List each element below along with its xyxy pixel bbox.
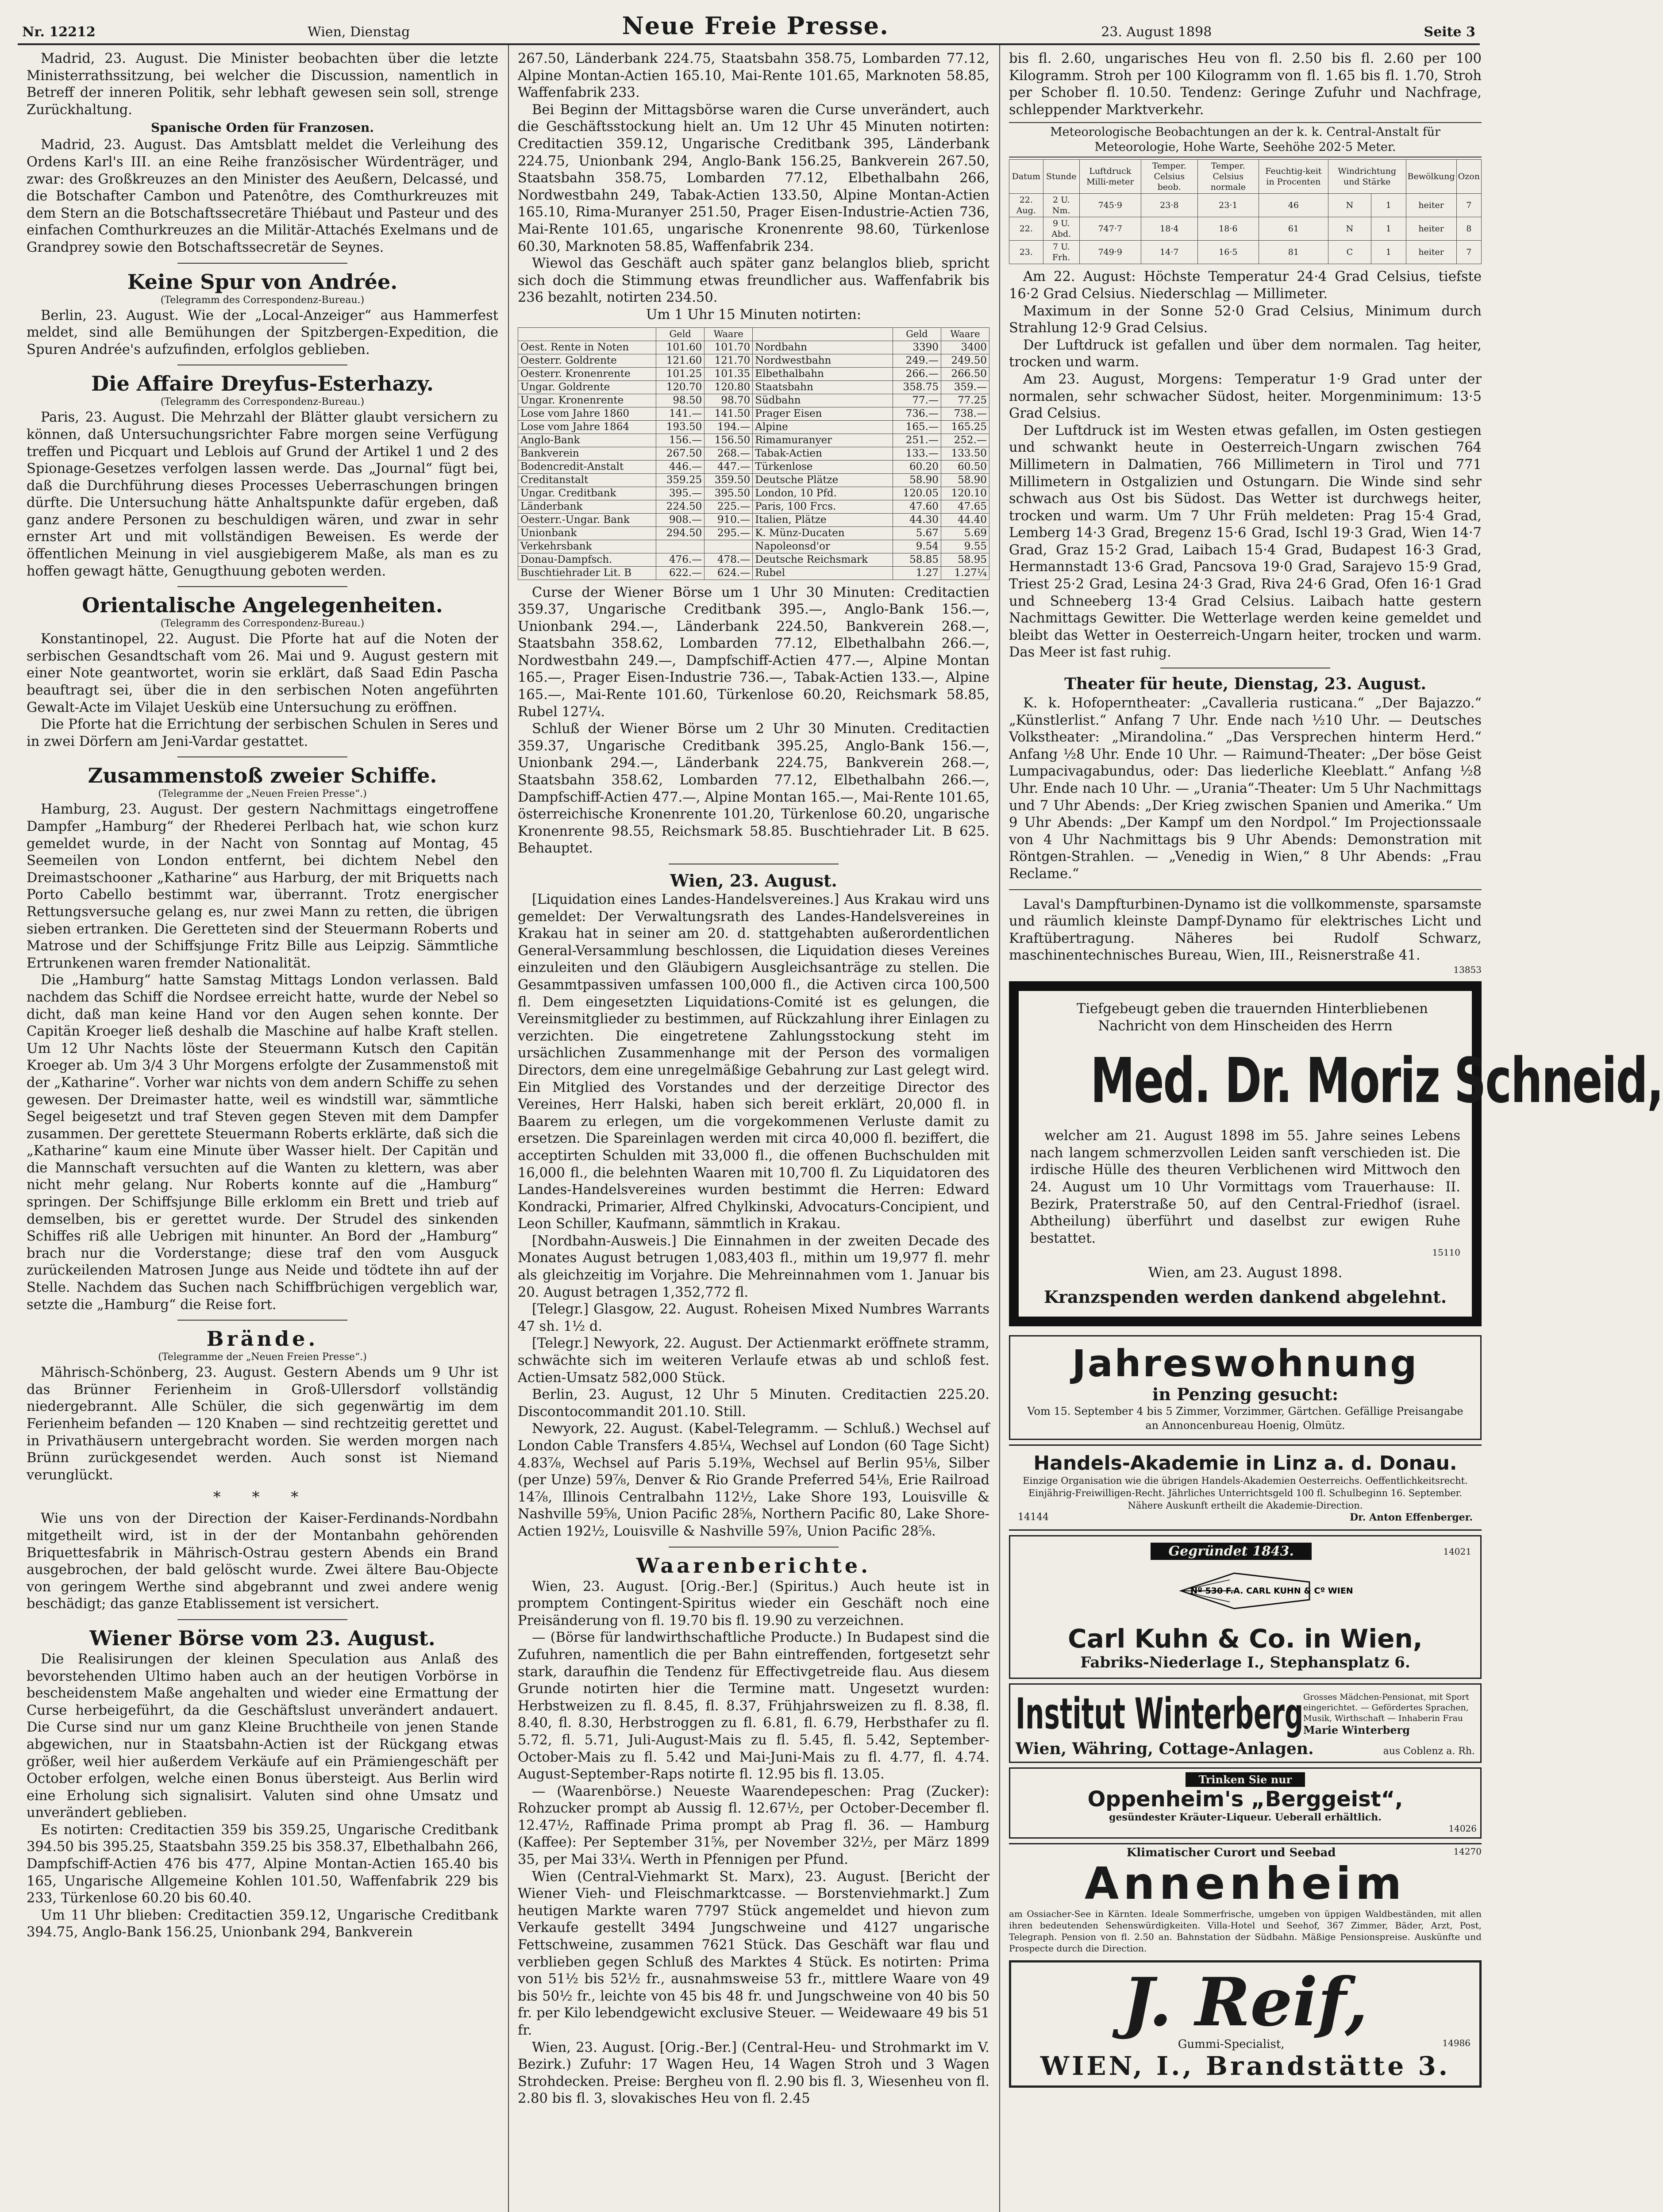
meteo-header-cell: Windrichtung und Stärke [1328, 160, 1406, 194]
rates-cell: 120.10 [941, 487, 989, 500]
article-orient-1: Konstantinopel, 22. August. Die Pforte hat auf die Noten der serbischen Gesandtschaft vom 26. Mai und 9. August gestern mit einer Note geantwortet, worin sie erklärt, daß Saad Edin Pascha beauftragt sei, über die in den serbischen Noten angeführten Gewalt-Acte im Vilajet Uesküb eine Untersuchung zu eröffnen. [27, 631, 498, 715]
rates-cell: 908.— [656, 513, 704, 526]
meteo-header-cell: Stunde [1043, 160, 1079, 194]
rates-cell: 3400 [941, 341, 989, 354]
telegram-note: (Telegramm des Correspondenz-Bureau.) [160, 618, 365, 630]
ad-reif-number: 14986 [1442, 2038, 1471, 2049]
obit-number: 15110 [1432, 1247, 1460, 1258]
meteo-table [1009, 159, 1482, 264]
rates-header-cell: Geld [656, 327, 704, 341]
divider [177, 1320, 347, 1321]
issue-number: Nr. 12212 [22, 24, 96, 40]
rates-cell: 101.25 [656, 367, 704, 380]
rates-row [518, 380, 989, 394]
article-braende: Mährisch-Schönberg, 23. August. Gestern Abends um 9 Uhr ist das Brünner Ferienheim in Groß-Ullersdorf vollständig niedergebrannt. Alle Schüler, die sich gegenwärtig im dem Ferienheim befanden — 120 Knaben — sind rechtzeitig gerettet und in Privathäusern untergebracht worden. Sie werden morgen nach Brünn zurückgesendet werden. Auch sonst ist Niemand verunglückt. [27, 1365, 498, 1483]
rates-cell: Länderbank [518, 500, 656, 513]
ad-reif-sub: Gummi-Specialist, [1178, 2038, 1285, 2051]
rates-cell: Ungar. Creditbank [518, 487, 656, 500]
page-header [18, 8, 1480, 45]
rates-row [518, 394, 989, 407]
article-ships-2: Die „Hamburg“ hatte Samstag Mittags London verlassen. Bald nachdem das Schiff die Nordsee erreicht hatte, wurde der Nebel so dicht, daß man keine Hand vor den Augen sehen konnte. Der Capitän Kroeger ließ deshalb die Maschine auf halbe Kraft stellen. Um 12 Uhr Nachts löste der Steuermann Kutsch den Capitän Kroeger ab. Um 3/4 3 Uhr Morgens erfolgte der Zusammenstoß mit der „Katharine“. Vorher war nichts von dem andern Schiffe zu sehen gewesen. Der Dreimaster hatte, weil es windstill war, sämmtliche Segel beigesetzt und traf Steven gegen Steven mit dem Dampfer zusammen. Der gerettete Steuermann Roberts erklärte, daß sich die „Katharine“ kaum eine Minute über Wasser hielt. Der Capitän und die Mannschaft versuchten auf die Wanten zu klettern, was aber nicht mehr gelang. Nur Roberts konnte auf die „Hamburg“ springen. Der Schiffsjunge Bille erklomm ein Brett und trieb auf demselben, bis er gerettet wurde. Der Strudel des sinkenden Schiffes riß alle Uebrigen mit hinunter. An Bord der „Hamburg“ brach nur die Vorderstange; diese traf den vom Ausguck zurückeilenden Matrosen Junge aus Neide und tödtete ihn auf der Stelle. Nachdem das Suchen nach Schiffbrüchigen vergeblich war, setzte die „Hamburg“ die Reise fort. [27, 972, 498, 1313]
rates-header-cell [753, 327, 893, 341]
article-schluss: Schluß der Wiener Börse um 2 Uhr 30 Minuten. Creditactien 359.37, Ungarische Creditbank 395.25, Anglo-Bank 156.—, Unionbank 294.—, Länderbank 224.75, Bankverein 268.—, Staatsbahn 358.62, Lombarden 77.12, Elbethalbahn 266.—, Dampfschiff-Actien 477.—, Alpine Montan 165.—, Mai-Rente 101.65, österreichische Kronenrente 101.20, Türkenlose 60.20, ungarische Kronenrente 98.55, Reichsmark 58.85. Buschtiehrader Lit. B 625. Behauptet. [518, 721, 989, 856]
article-kurse-130: Curse der Wiener Börse um 1 Uhr 30 Minuten: Creditactien 359.37, Ungarische Creditbank 395.—, Anglo-Bank 156.—, Unionbank 294.—, Länderbank 224.50, Bankverein 268.—, Staatsbahn 358.62, Lombarden 77.12, Elbethalbahn 266.—, Nordwestbahn 249.—, Dampfschiff-Actien 477.—, Alpine Montan 165.—, Prager Eisen-Industrie 736.—, Tabak-Actien 133.—, Alpine 165.—, Mai-Rente 101.60, Türkenlose 60.20, Reichsmark 58.85, Rubel 127¼. [518, 584, 989, 720]
heading-theater: Theater für heute, Dienstag, 23. August. [1064, 675, 1426, 694]
article-newyork: [Telegr.] Newyork, 22. August. Der Actienmarkt eröffnete stramm, schwächte sich im weiteren Verlaufe etwas ab und schloß fest. Actien-Umsatz 582,000 Stück. [518, 1336, 989, 1386]
heading-boerse: Wiener Börse vom 23. August. [89, 1626, 435, 1650]
meteo-cell: C [1328, 241, 1371, 264]
meteo-row [1009, 194, 1482, 217]
divider [177, 263, 347, 264]
rates-row [518, 487, 989, 500]
ad-winterberg [1009, 1683, 1482, 1763]
ad-anne-text: am Ossiacher-See in Kärnten. Ideale Sommerfrische, umgeben von üppigen Waldbeständen, mit allen ihren bedeutenden Sehenswürdigkeiten. Villa-Hotel und Seehof, 367 Zimmer, Bäder, Arzt, Post, Telegraph. Pension von fl. 2.50 an. Bahnstation der Südbahn. Mäßige Pensionspreise. Auskünfte und Prospecte durch die Direction. [1009, 1909, 1482, 1954]
rates-cell: 359.25 [656, 473, 704, 487]
rates-cell: 266.50 [941, 367, 989, 380]
ad-wint-from: aus Coblenz a. Rh. [1383, 1746, 1475, 1757]
meteo-header-cell: Temper. Celsius beob. [1141, 160, 1197, 194]
rates-cell: Creditanstalt [518, 473, 656, 487]
rates-cell: 910.— [704, 513, 753, 526]
rates-row [518, 354, 989, 367]
meteo-header-cell: Feuchtig-keit in Procenten [1259, 160, 1328, 194]
rates-cell [704, 540, 753, 553]
rates-row [518, 434, 989, 447]
telegram-note: (Telegramm des Correspondenz-Bureau.) [160, 396, 365, 408]
article-dreyfus: Paris, 23. August. Die Mehrzahl der Blätter glaubt versichern zu können, daß Untersuchungsrichter Fabre morgen seine Verfügung treffen und Picquart und Leblois auf Grund der Artikel 1 und 2 des Spionage-Gesetzes verfolgen lassen werde. Das „Journal“ fügt bei, daß die Durchführung dieses Processes Ueberraschungen bringen dürfte. Die Untersuchung hätte Anhaltspunkte dafür ergeben, daß ganz andere Personen zu beschuldigen wären, und zwar in sehr ernster Art und mit vollständigen Beweisen. Es werde der öffentlichen Meinung in viel ausgiebigerem Maße, als man es zu hoffen gewagt hätte, Genugthuung geboten werden. [27, 410, 498, 579]
rates-cell: 9.54 [893, 540, 941, 553]
rates-cell: Verkehrsbank [518, 540, 656, 553]
ad-handels-director: Dr. Anton Effenberger. [1350, 1512, 1473, 1524]
rates-caption: Um 1 Uhr 15 Minuten notirten: [646, 307, 862, 323]
rates-cell: 77.— [893, 394, 941, 407]
rates-cell: 249.— [893, 354, 941, 367]
article-madrid-2: Madrid, 23. August. Das Amtsblatt meldet die Verleihung des Ordens Karl's III. an eine Reihe französischer Würdenträger, und zwar: des Großkreuzes an den Minister des Aeußern, Delcassé, und die Botschafter Cambon und Patenôtre, des Comthurkreuzes mit dem Stern an die Botschaftssecretäre Thiébaut und Pasteur und des einfachen Comthurkreuzes an die Militär-Attachés Exelmans und de Grandprey sowie den Botschaftssecretär de Seynes. [27, 137, 498, 255]
rates-cell: 58.85 [893, 553, 941, 566]
meteo-row [1009, 217, 1482, 241]
ad-kuhn-name: Carl Kuhn & Co. in Wien, [1068, 1624, 1423, 1654]
rates-cell: 193.50 [656, 420, 704, 434]
rates-cell: 101.35 [704, 367, 753, 380]
ad-jahreswohnung [1009, 1335, 1482, 1440]
article-andree: Berlin, 23. August. Wie der „Local-Anzeiger“ aus Hammerfest meldet, sind alle Bemühungen der Spitzbergen-Expedition, die Spuren Andrée's aufzufinden, erfolglos geblieben. [27, 307, 498, 357]
heading-wien: Wien, 23. August. [670, 871, 837, 891]
meteo-cell: 1 [1371, 241, 1406, 264]
rates-cell: London, 10 Pfd. [753, 487, 893, 500]
ad-number: 13853 [1453, 964, 1482, 975]
article-glasgow: [Telegr.] Glasgow, 22. August. Roheisen Mixed Numbres Warrants 47 sh. 1½ d. [518, 1302, 989, 1334]
heading-waaren: Waarenberichte. [636, 1553, 871, 1578]
rates-cell: 395.50 [704, 487, 753, 500]
rates-cell: Bankverein [518, 447, 656, 460]
rates-cell: 101.60 [656, 341, 704, 354]
article-boerse-notes-2: Um 11 Uhr blieben: Creditactien 359.12, Ungarische Creditbank 394.75, Anglo-Bank 156.25, Unionbank 294, Bankverein [27, 1907, 498, 1940]
rates-row [518, 553, 989, 566]
weather-3: Der Luftdruck ist gefallen und über dem normalen. Tag heiter, trocken und warm. [1009, 337, 1482, 370]
rates-cell: Deutsche Reichsmark [753, 553, 893, 566]
column-2 [509, 45, 1000, 2212]
meteo-cell: 747·7 [1079, 217, 1141, 241]
page-number: Seite 3 [1424, 24, 1475, 40]
meteo-header-cell: Datum [1009, 160, 1043, 194]
rates-row [518, 513, 989, 526]
rates-cell: 120.80 [704, 380, 753, 394]
rates-header-cell: Waare [704, 327, 753, 341]
divider [1009, 889, 1482, 890]
rates-row [518, 500, 989, 513]
ad-kuhn-address: Fabriks-Niederlage I., Stephansplatz 6. [1080, 1654, 1410, 1672]
ad-opp-sub: gesündester Kräuter-Liqueur. Ueberall erhältlich. [1109, 1812, 1382, 1824]
pen-label: Nº 530 F.A. CARL KUHN & Cº WIEN [1190, 1586, 1353, 1596]
meteo-cell: 22. [1009, 217, 1043, 241]
rates-row [518, 566, 989, 580]
ad-wint-name: Institut Winterberg [1016, 1689, 1304, 1739]
rates-cell: 9.55 [941, 540, 989, 553]
rates-cell: 1.27¼ [941, 566, 989, 580]
rates-cell: Südbahn [753, 394, 893, 407]
rates-cell [656, 540, 704, 553]
obit-date: Wien, am 23. August 1898. [1148, 1264, 1343, 1281]
rates-cell: Unionbank [518, 526, 656, 540]
meteo-cell: 9 U. Abd. [1043, 217, 1079, 241]
rates-cell: 120.70 [656, 380, 704, 394]
rates-cell: 58.95 [941, 553, 989, 566]
ad-carl-kuhn [1009, 1535, 1482, 1679]
weather-4: Am 23. August, Morgens: Temperatur 1·9 Grad unter der normalen, sehr schwacher Südost, heiter. Morgenminimum: 13·5 Grad Celsius. [1009, 371, 1482, 422]
ad-jahres-sub: in Penzing gesucht: [1152, 1384, 1339, 1405]
heading-andree: Keine Spur von Andrée. [127, 269, 398, 294]
meteo-cell: 7 U. Frh. [1043, 241, 1079, 264]
rates-cell: Napoleonsd'or [753, 540, 893, 553]
meteo-cell: 18·4 [1141, 217, 1197, 241]
obit-foot: Kranzspenden werden dankend abgelehnt. [1043, 1287, 1447, 1307]
meteo-cell: 2 U. Nm. [1043, 194, 1079, 217]
rates-row [518, 367, 989, 380]
meteo-cell: 81 [1259, 241, 1328, 264]
meteo-header-cell: Ozon [1456, 160, 1481, 194]
article-ships-1: Hamburg, 23. August. Der gestern Nachmittags eingetroffene Dampfer „Hamburg“ der Rhederei Perlbach hat, wie schon kurz gemeldet wurde, in der Nacht von Sonntag auf Montag, 45 Seemeilen von London entfernt, bei dichtem Nebel den Dreimastschooner „Katharine“ aus Harburg, der mit Briquetts nach Porto Cabello bestimmt war, überrannt. Trotz energischer Rettungsversuche gelang es, nur zwei Mann zu retten, die übrigen sieben ertranken. Die Geretteten sind der Steuermann Roberts und Matrose und der Schiffsjunge Fritz Bille aus Leipzig. Sämmtliche Ertrunkenen waren fremder Nationalität. [27, 802, 498, 971]
weather-1: Am 22. August: Höchste Temperatur 24·4 Grad Celsius, tiefste 16·2 Grad Celsius. Niederschlag — Millimeter. [1009, 269, 1482, 302]
meteo-cell: 749·9 [1079, 241, 1141, 264]
meteo-cell: N [1328, 217, 1371, 241]
rates-cell: Staatsbahn [753, 380, 893, 394]
rates-cell: 58.90 [941, 473, 989, 487]
rates-cell: 622.— [656, 566, 704, 580]
rates-cell: Alpine [753, 420, 893, 434]
ad-kuhn-founded: Gegründet 1843. [1151, 1543, 1311, 1560]
rates-cell: 121.70 [704, 354, 753, 367]
obit-name: Med. Dr. Moriz Schneid, [1090, 1045, 1663, 1118]
heading-orient: Orientalische Angelegenheiten. [82, 593, 443, 618]
rates-cell: 5.67 [893, 526, 941, 540]
meteo-cell: heiter [1406, 217, 1456, 241]
ad-opp-top: Trinken Sie nur [1186, 1772, 1305, 1787]
ad-jahres-title: Jahreswohnung [1072, 1342, 1419, 1386]
rates-cell: 44.30 [893, 513, 941, 526]
rates-cell: Türkenlose [753, 460, 893, 473]
article-spiritus: Wien, 23. August. [Orig.-Ber.] (Spiritus.) Auch heute ist in promptem Contingent-Spiritus wieder ein Geschäft noch eine Preisänderung von fl. 19.70 bis fl. 19.90 zu verzeichnen. [518, 1578, 989, 1628]
meteo-header-cell: Temper. Celsius normale [1197, 160, 1259, 194]
ad-anne-number: 14270 [1453, 1846, 1482, 1857]
rates-cell: 359.50 [704, 473, 753, 487]
rates-cell: 44.40 [941, 513, 989, 526]
meteo-cell: 14·7 [1141, 241, 1197, 264]
rates-cell: 141.50 [704, 407, 753, 420]
article-nordbahn: [Nordbahn-Ausweis.] Die Einnahmen in der zweiten Decade des Monates August betrugen 1,083,403 fl., mithin um 19,977 fl. mehr als gleichzeitig im Vorjahre. Die Mehreinnahmen vom 1. Januar bis 20. August betragen 1,352,772 fl. [518, 1233, 989, 1300]
column-1 [18, 45, 509, 2212]
rates-cell: 133.50 [941, 447, 989, 460]
rates-table [518, 327, 989, 580]
rates-cell: Elbethalbahn [753, 367, 893, 380]
rates-cell: Oest. Rente in Noten [518, 341, 656, 354]
rates-cell: 267.50 [656, 447, 704, 460]
rates-cell: Donau-Dampfsch. [518, 553, 656, 566]
obituary [1009, 981, 1663, 1326]
rates-cell: 194.— [704, 420, 753, 434]
article-boerse-notes: Es notirten: Creditactien 359 bis 359.25, Ungarische Creditbank 394.50 bis 395.25, Staatsbahn 359.25 bis 358.37, Elbethalbahn 266, Dampfschiff-Actien 476 bis 477, Alpine Montan-Actien 165.40 bis 165, Ungarische Allgemeine Kohlen 101.50, Waffenfabrik 229 bis 233, Türkenlose 60.20 bis 60.40. [27, 1822, 498, 1906]
place-date: Wien, Dienstag [307, 24, 410, 40]
ad-wint-place: Wien, Währing, Cottage-Anlagen. [1016, 1740, 1314, 1759]
ad-oppenheim [1009, 1767, 1482, 1839]
rates-cell: 224.50 [656, 500, 704, 513]
heading-ships: Zusammenstoß zweier Schiffe. [88, 764, 437, 788]
rates-cell: 359.— [941, 380, 989, 394]
meteo-cell: 1 [1371, 217, 1406, 241]
rates-cell: 446.— [656, 460, 704, 473]
rates-cell: Rimamuranyer [753, 434, 893, 447]
rates-cell: 133.— [893, 447, 941, 460]
heading-dreyfus: Die Affaire Dreyfus-Esterhazy. [91, 372, 434, 396]
rates-cell: Paris, 100 Frcs. [753, 500, 893, 513]
rates-cell: Oesterr. Goldrente [518, 354, 656, 367]
rates-cell: 358.75 [893, 380, 941, 394]
meteo-cell: heiter [1406, 241, 1456, 264]
telegram-note: (Telegramme der „Neuen Freien Presse“.) [158, 788, 367, 800]
rates-cell: 98.70 [704, 394, 753, 407]
rates-cell: 141.— [656, 407, 704, 420]
ad-annenheim [1009, 1843, 1482, 1956]
rates-row [518, 526, 989, 540]
heading-braende: Brände. [206, 1327, 319, 1351]
ad-kuhn-number: 14021 [1443, 1546, 1471, 1557]
rates-cell: Buschtiehrader Lit. B [518, 566, 656, 580]
article-braende-2: Wie uns von der Direction der Kaiser-Ferdinands-Nordbahn mitgetheilt wird, ist in der der Montanbahn gehörenden Briquettesfabrik in Mährisch-Ostrau gestern Abends ein Brand ausgebrochen, der bald gelöscht wurde. Zwei ältere Bau-Objecte von geringem Werthe sind abgebrannt und zwei andere wenig beschädigt; das ganze Etablissement ist versichert. [27, 1511, 498, 1612]
rates-cell: K. Münz-Ducaten [753, 526, 893, 540]
ad-anne-name: Annenheim [1084, 1858, 1406, 1910]
divider [669, 1547, 839, 1548]
rates-cell: 736.— [893, 407, 941, 420]
rates-cell: 58.90 [893, 473, 941, 487]
ad-handels-title: Handels-Akademie in Linz a. d. Donau. [1033, 1452, 1457, 1475]
article-orient-2: Die Pforte hat die Errichtung der serbischen Schulen in Seres und in zwei Dörfern am Jeni-Vardar gestattet. [27, 717, 498, 749]
rates-cell: 738.— [941, 407, 989, 420]
rates-cell: 3390 [893, 341, 941, 354]
rates-cell: 156.— [656, 434, 704, 447]
article-mittagsboerse: Bei Beginn der Mittagsbörse waren die Curse unverändert, auch die Geschäftsstockung hielt an. Um 12 Uhr 45 Minuten notirten: Creditactien 359.12, Ungarische Creditbank 395, Länderbank 224.75, Unionbank 294, Anglo-Bank 156.25, Bankverein 267.50, Staatsbahn 358.75, Lombarden 77.12, Elbethalbahn 266, Nordwestbahn 249, Tabak-Actien 133.50, Alpine Montan-Actien 165.10, Rima-Muranyer 251.50, Prager Eisen-Industrie-Actien 736, Mai-Rente 101.65, ungarische Kronenrente 98.60, Türkenlose 60.30, Marknoten 58.85, Waffenfabrik 234. [518, 102, 989, 254]
telegram-note: (Telegramme der „Neuen Freien Presse“.) [158, 1352, 367, 1363]
rates-cell: 77.25 [941, 394, 989, 407]
column-3 [1000, 45, 1663, 2212]
article-waarenboerse: — (Waarenbörse.) Neueste Waarendepeschen: Prag (Zucker): Rohzucker prompt ab Aussig fl. 12.67½, per October-December fl. 12.47½, Raffinade Prima prompt ab Prag fl. 36. — Hamburg (Kaffee): Per September 31⅝, per November 32½, per März 1899 35, per Mai 33¼. Werth in Pfennigen per Pfund. [518, 1783, 989, 1868]
rates-cell: 60.20 [893, 460, 941, 473]
rates-cell: 225.— [704, 500, 753, 513]
ad-handels [1009, 1444, 1482, 1531]
ad-wint-side: Grosses Mädchen-Pensionat, mit Sport eingerichtet. — Gefördertes Sprachen, Musik, Wirthschaft — Inhaberin Frau [1303, 1692, 1470, 1723]
rates-cell: 395.— [656, 487, 704, 500]
rates-cell: 5.69 [941, 526, 989, 540]
divider [177, 1619, 347, 1620]
rates-row [518, 540, 989, 553]
meteo-row [1009, 241, 1482, 264]
article-mittagsboerse-2: Wiewol das Geschäft auch später ganz belanglos blieb, spricht sich doch die Stimmung etwas freundlicher aus. Waffenfabrik bis 236 bezahlt, notirten 234.50. [518, 256, 989, 306]
meteo-header-cell: Bewölkung [1406, 160, 1456, 194]
rates-row [518, 460, 989, 473]
rates-cell: 251.— [893, 434, 941, 447]
ad-reif-address: WIEN, I., Brandstätte 3. [1040, 2051, 1450, 2081]
weather-5: Der Luftdruck ist im Westen etwas gefallen, im Osten gestiegen und schwankt heute in Oesterreich-Ungarn zwischen 764 Millimetern in Dalmatien, 766 Millimetern in Tirol und 771 Millimetern in Ostgalizien und Ostungarn. Die Winde sind sehr schwach aus Ost bis Südost. Das Wetter ist durchwegs heiter, trocken und warm. Um 7 Uhr Früh meldeten: Prag 15·4 Grad, Lemberg 14·3 Grad, Bregenz 15·6 Grad, Ischl 19·3 Grad, Wien 14·7 Grad, Graz 15·2 Grad, Laibach 15·4 Grad, Budapest 16·3 Grad, Hermannstadt 13·6 Grad, Pancsova 19·0 Grad, Sarajevo 15·9 Grad, Triest 25·2 Grad, Lesina 24·3 Grad, Riva 24·6 Grad, Ofen 16·1 Grad und Schneeberg 13·4 Grad Celsius. Laibach hatte gestern Nachmittags Gewitter. Die Wetterlage werden keine gemeldet und bleibt das Wetter in Oesterreich-Ungarn heiter, trocken und warm. Das Meer ist fast ruhig. [1009, 422, 1482, 661]
rates-cell: 101.70 [704, 341, 753, 354]
rates-cell: 624.— [704, 566, 753, 580]
meteo-title: Meteorologische Beobachtungen an der k. k. Central-Anstalt für Meteorologie, Hohe Warte, Seehöhe 202·5 Meter. [1009, 122, 1482, 157]
divider [177, 586, 347, 587]
article-viehmarkt: Wien (Central-Viehmarkt St. Marx), 23. August. [Bericht der Wiener Vieh- und Fleischmarktcasse. — Borstenviehmarkt.] Zum heutigen Markte waren 7797 Stück angemeldet und hievon zum Verkaufe gestellt 3494 Jungschweine und 4127 ungarische Fettschweine, zusammen 7621 Stück. Das Geschäft war flau und verblieben gegen Schluß des Marktes 4 Stück. Es notirten: Prima von 51½ bis 52½ fr., ausnahmsweise 53 fr., mittlere Waare von 49 bis 50½ fr., leichte von 45 bis 48 fr. und Jungschweine von 40 bis 50 fr. per Kilo lebendgewicht exclusive Steuer. — Weidewaare 49 bis 51 fr. [518, 1869, 989, 2038]
rates-header-cell [518, 327, 656, 341]
meteo-cell: N [1328, 194, 1371, 217]
ad-handels-number: 14144 [1018, 1512, 1049, 1523]
rates-row [518, 473, 989, 487]
ad-opp-name: Oppenheim's „Berggeist“, [1087, 1787, 1403, 1812]
article-heumarkt-cont: bis fl. 2.60, ungarisches Heu von fl. 2.50 bis fl. 2.60 per 100 Kilogramm. Stroh per 100 Kilogramm von fl. 1.65 bis fl. 1.70, Stroh per Schober fl. 10.50. Tendenz: Geringe Zufuhr und Nachfrage, schleppender Marktverkehr. [1009, 51, 1482, 118]
rates-cell: 60.50 [941, 460, 989, 473]
ad-opp-number: 14026 [1448, 1823, 1477, 1834]
rates-row [518, 341, 989, 354]
telegram-note: (Telegramm des Correspondenz-Bureau.) [160, 294, 365, 306]
article-madrid-1: Madrid, 23. August. Die Minister beobachten über die letzte Ministerrathssitzung, bei welcher die Discussion, namentlich in Betreff der inneren Politik, sehr lebhaft gewesen sein soll, strenge Zurückhaltung. [27, 51, 498, 118]
rates-cell: Lose vom Jahre 1860 [518, 407, 656, 420]
rates-cell: Oesterr.-Ungar. Bank [518, 513, 656, 526]
rates-cell: 47.60 [893, 500, 941, 513]
article-heumarkt: Wien, 23. August. [Orig.-Ber.] (Central-Heu- und Strohmarkt im V. Bezirk.) Zufuhr: 17 Wagen Heu, 14 Wagen Stroh und 3 Wagen Strohdecken. Preise: Bergheu von fl. 2.90 bis fl. 3, Wiesenheu von fl. 2.80 bis fl. 3, slovakisches Heu von fl. 2.45 [518, 2039, 989, 2107]
weather-2: Maximum in der Sonne 52·0 Grad Celsius, Minimum durch Strahlung 12·9 Grad Celsius. [1009, 303, 1482, 336]
meteo-cell: 23. [1009, 241, 1043, 264]
rates-cell: 1.27 [893, 566, 941, 580]
article-boerse: Die Realisirungen der kleinen Speculation aus Anlaß des bevorstehenden Ultimo haben auch an der heutigen Vorbörse in bescheidenstem Maße angehalten und wieder eine Ermattung der Curse herbeigeführt, da die Geschäftslust unverändert andauert. Die Curse sind nur um ganz Kleine Bruchtheile von jenen Stande abgewichen, nur in Staatsbahn-Actien ist der Rückgang etwas größer, weil hier außerdem Verkäufe auf ein Prämiengeschäft per October erfolgen, welche einen Bonus übersteigt. Aus Berlin wird eine Erholung sich signalisirt. Valuten sind ohne Umsatz und unverändert geblieben. [27, 1651, 498, 1821]
meteo-cell: 7 [1456, 194, 1481, 217]
obit-text: welcher am 21. August 1898 im 55. Jahre seines Lebens nach langem schmerzvollen Leiden sanft verschieden ist. Die irdische Hülle des theuren Verblichenen wird Mittwoch den 24. August um 10 Uhr Vormittags vom Trauerhause: II. Bezirk, Praterstraße 50, auf den Central-Friedhof (israel. Abtheilung) überführt und daselbst zur ewigen Ruhe bestattet. [1030, 1128, 1460, 1246]
rates-cell: Ungar. Goldrente [518, 380, 656, 394]
article-newyork-2: Newyork, 22. August. (Kabel-Telegramm. — Schluß.) Wechsel auf London Cable Transfers 4.85¼, Wechsel auf London (60 Tage Sicht) 4.83⅞, Wechsel auf Paris 5.19⅜, Wechsel auf Berlin 95⅛, Silber (per Unze) 59⅞, Denver & Rio Grande Preferred 54⅛, Erie Railroad 14⅞, Illinois Centralbahn 112½, Lake Shore 193, Louisville & Nashville 59⅝, Union Pacific 28⅝, Northern Pacific 80, Lake Shore-Actien 192½, Louisville & Nashville 59⅞, Union Pacific 28⅝. [518, 1421, 989, 1539]
pen-nib-icon [1177, 1564, 1353, 1617]
meteo-cell: 23·8 [1141, 194, 1197, 217]
rates-cell: Lose vom Jahre 1864 [518, 420, 656, 434]
rates-cell: 156.50 [704, 434, 753, 447]
rates-cell: 478.— [704, 553, 753, 566]
theater-listing: K. k. Hofoperntheater: „Cavalleria rusticana.“ „Der Bajazzo.“ „Künstlerlist.“ Anfang 7 Uhr. Ende nach ½10 Uhr. — Deutsches Volkstheater: „Mirandolina.“ „Das Versprechen hinterm Herd.“ Anfang ½8 Uhr. Ende 10 Uhr. — Raimund-Theater: „Der böse Geist Lumpacivagabundus, oder: Das liederliche Kleeblatt.“ Anfang ½8 Uhr. Ende nach 10 Uhr. — „Urania“-Theater: Um 5 Uhr Nachmittags und 7 Uhr Abends: „Der Krieg zwischen Spanien und Amerika.“ Um 9 Uhr Abends: „Der Kampf um den Nordpol.“ Im Projectionssaale von 4 Uhr Nachmittags bis 9 Uhr Abends: Demonstration mit Röntgen-Strahlen. — „Venedig in Wien,“ 8 Uhr Abends: „Frau Reclame.“ [1009, 695, 1482, 882]
obit-intro: Tiefgebeugt geben die trauernden Hinterbliebenen Nachricht von dem Hinscheiden des Herrn [1077, 1001, 1428, 1034]
rates-cell: Oesterr. Kronenrente [518, 367, 656, 380]
rates-cell: 120.05 [893, 487, 941, 500]
ad-jahres-text: Vom 15. September 4 bis 5 Zimmer, Vorzimmer, Gärtchen. Gefällige Preisangabe an Annoncenbureau Hoenig, Olmütz. [1027, 1405, 1463, 1432]
rates-cell: Bodencredit-Anstalt [518, 460, 656, 473]
rates-cell: Tabak-Actien [753, 447, 893, 460]
rates-cell: Deutsche Plätze [753, 473, 893, 487]
article-berlin: Berlin, 23. August, 12 Uhr 5 Minuten. Creditactien 225.20. Discontocommandit 201.10. Still. [518, 1387, 989, 1420]
rates-row [518, 447, 989, 460]
article-liquidation: [Liquidation eines Landes-Handelsvereines.] Aus Krakau wird uns gemeldet: Der Verwaltungsrath des Landes-Handelsvereines in Krakau hat in seiner am 20. d. stattgehabten außerordentlichen General-Versammlung beschlossen, die Liquidation dieses Vereines einzuleiten und den Gläubigern Ausgleichsanträge zu stellen. Die Gesammtpassiven umfassen 100,000 fl., die Activen circa 100,500 fl. Dem eingesetzten Liquidations-Comité ist es gelungen, die Vereinsmitglieder zu bestimmen, auf Rückzahlung ihrer Einlagen zu verzichten. Die eingetretene Zahlungsstockung steht im ursächlichen Zusammenhange mit der Person des vormaligen Directors, dem eine unregelmäßige Gebahrung zur Last gelegt wird. Ein Mitglied des Vorstandes und der derzeitige Director des Vereines, Herr Halski, haben sich bereit erklärt, 20,000 fl. in Baarem zu erlegen, um die vorgekommenen Verluste damit zu ersetzen. Die Spareinlagen werden mit circa 40,000 fl. beziffert, die acceptirten Schulden mit 33,000 fl., die offenen Buchschulden mit 16,000 fl., die belehnten Waaren mit 10,700 fl. Zu Liquidatoren des Landes-Handelsvereines wurden bestimmt die Herren: Edward Kondracki, Primarier, Alfred Chylkinski, Advocaturs-Concipient, und Leon Schiller, Kaufmann, sämmtlich in Krakau. [518, 892, 989, 1232]
rates-header-cell: Waare [941, 327, 989, 341]
article-producte: — (Börse für landwirthschaftliche Producte.) In Budapest sind die Zufuhren, namentlich die per Bahn eintreffenden, fortgesetzt sehr stark, daraufhin die Tendenz für Effectivgetreide flau. Aus diesem Grunde notirten hier die Termine matt. Ungesetzt wurden: Herbstweizen zu fl. 8.45, fl. 8.37, Frühjahrsweizen zu fl. 8.38, fl. 8.40, fl. 8.30, Herbstroggen zu fl. 6.81, fl. 6.79, Herbsthafer zu fl. 5.72, fl. 5.71, Juli-August-Mais zu fl. 5.45, fl. 5.42, September-October-Mais zu fl. 5.42 und Mai-Juni-Mais zu fl. 4.77, fl. 4.74. August-September-Raps notirte fl. 12.95 bis fl. 13.05. [518, 1630, 989, 1782]
rates-cell: 98.50 [656, 394, 704, 407]
meteo-cell: 745·9 [1079, 194, 1141, 217]
rates-cell: 165.25 [941, 420, 989, 434]
meteo-cell: 61 [1259, 217, 1328, 241]
meteo-cell: 46 [1259, 194, 1328, 217]
ad-handels-text: Einzige Organisation wie die übrigen Handels-Akademien Oesterreichs. Oeffentlichkeitsrecht. Einjährig-Freiwilligen-Recht. Jährliches Unterrichtsgeld 100 fl. Schulbeginn 16. September. Nähere Auskunft ertheilt die Akademie-Direction. [1023, 1475, 1468, 1511]
rates-header-cell: Geld [893, 327, 941, 341]
rates-cell: 447.— [704, 460, 753, 473]
rates-row [518, 407, 989, 420]
ad-anne-top: Klimatischer Curort und Seebad [1126, 1846, 1336, 1860]
rates-cell: 476.— [656, 553, 704, 566]
meteo-cell: 18·6 [1197, 217, 1259, 241]
ad-laval: Laval's Dampfturbinen-Dynamo ist die vollkommenste, sparsamste und räumlich kleinste Dampf-Dynamo für elektrisches Licht und Kraftübertragung. Näheres bei Rudolf Schwarz, maschinentechnisches Bureau, Wien, III., Reisnerstraße 41. [1009, 896, 1482, 964]
meteo-cell: 22. Aug. [1009, 194, 1043, 217]
meteo-cell: 7 [1456, 241, 1481, 264]
issue-date: 23. August 1898 [1101, 24, 1212, 40]
rates-cell: 295.— [704, 526, 753, 540]
rates-cell: 268.— [704, 447, 753, 460]
rates-cell: Prager Eisen [753, 407, 893, 420]
newspaper-title: Neue Freie Presse. [622, 12, 889, 40]
rates-cell: 249.50 [941, 354, 989, 367]
rates-cell: Nordbahn [753, 341, 893, 354]
meteo-header-cell: Luftdruck Milli-meter [1079, 160, 1141, 194]
meteo-cell: 23·1 [1197, 194, 1259, 217]
meteo-cell: 8 [1456, 217, 1481, 241]
separator-stars: * * * [213, 1488, 312, 1506]
article-boerse-cont: 267.50, Länderbank 224.75, Staatsbahn 358.75, Lombarden 77.12, Alpine Montan-Actien 165.10, Mai-Rente 101.65, Marknoten 58.85, Waffenfabrik 233. [518, 51, 989, 101]
rates-cell: 121.60 [656, 354, 704, 367]
rates-cell: 47.65 [941, 500, 989, 513]
rates-cell: 266.— [893, 367, 941, 380]
rates-cell: Nordwestbahn [753, 354, 893, 367]
heading-orden: Spanische Orden für Franzosen. [150, 120, 374, 135]
rates-cell: Anglo-Bank [518, 434, 656, 447]
rates-row [518, 420, 989, 434]
meteo-cell: 1 [1371, 194, 1406, 217]
ad-reif [1009, 1960, 1482, 2088]
meteo-cell: heiter [1406, 194, 1456, 217]
meteo-cell: 16·5 [1197, 241, 1259, 264]
rates-cell: Rubel [753, 566, 893, 580]
ad-reif-name: J. Reif, [1122, 1963, 1368, 2042]
rates-cell: 294.50 [656, 526, 704, 540]
rates-cell: 165.— [893, 420, 941, 434]
rates-cell: Ungar. Kronenrente [518, 394, 656, 407]
rates-cell: Italien, Plätze [753, 513, 893, 526]
ad-wint-owner: Marie Winterberg [1303, 1723, 1410, 1736]
rates-cell: 252.— [941, 434, 989, 447]
